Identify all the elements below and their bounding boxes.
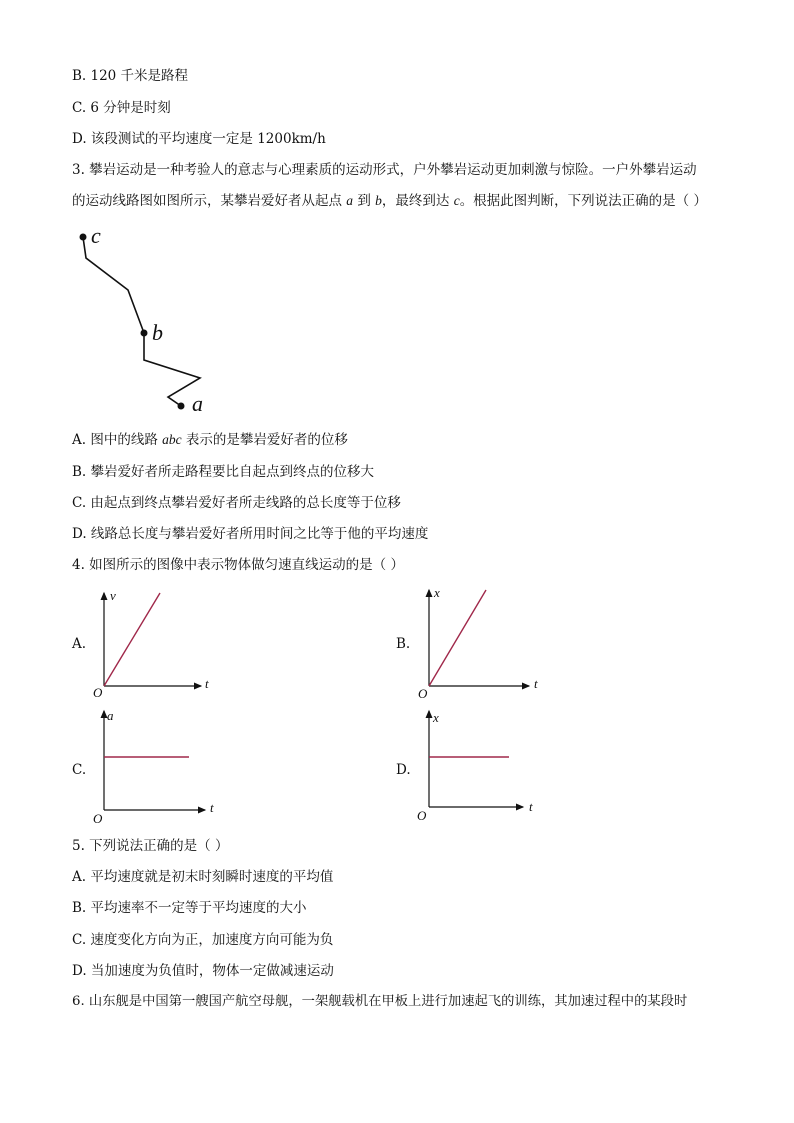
label-a: a	[192, 391, 203, 416]
q3-stem-text: 。根据此图判断，下列说法正确的是（ ）	[459, 193, 707, 209]
q3-point-c: c	[453, 193, 460, 208]
graph-d	[417, 710, 533, 823]
graph-c-x-label: t	[210, 800, 214, 815]
graph-a	[93, 588, 209, 700]
q5-stem: 5. 下列说法正确的是（ ）	[72, 838, 229, 854]
q2-option-d: D. 该段测试的平均速度一定是 1200km/h	[72, 131, 326, 147]
graph-d-origin: O	[417, 808, 427, 823]
q3-option-a-text: A. 图中的线路	[72, 432, 163, 448]
q3-stem-line1: 3. 攀岩运动是一种考验人的意志与心理素质的运动形式，户外攀岩运动更加刺激与惊险。一户外攀岩运动	[72, 162, 697, 178]
graph-a-origin: O	[93, 685, 103, 700]
q3-option-b: B. 攀岩爱好者所走路程要比自起点到终点的位移大	[72, 464, 375, 480]
graph-d-y-label: x	[433, 710, 439, 725]
q3-option-c: C. 由起点到终点攀岩爱好者所走线路的总长度等于位移	[72, 495, 401, 511]
q4-option-d-label: D.	[396, 762, 411, 778]
q3-stem-text: ，最终到达	[381, 193, 454, 209]
graph-c-y-label: a	[107, 708, 114, 723]
q6-stem: 6. 山东舰是中国第一艘国产航空母舰，一架舰载机在甲板上进行加速起飞的训练，其加速过程中的某段时	[72, 994, 688, 1009]
graph-d-x-label: t	[529, 799, 533, 814]
q5-option-c: C. 速度变化方向为正，加速度方向可能为负	[72, 932, 334, 948]
q3-point-b: b	[375, 193, 382, 208]
q5-option-d: D. 当加速度为负值时，物体一定做减速运动	[72, 963, 334, 979]
q2-option-c: C. 6 分钟是时刻	[72, 100, 171, 116]
graph-b	[418, 585, 538, 701]
q3-option-d: D. 线路总长度与攀岩爱好者所用时间之比等于他的平均速度	[72, 526, 429, 542]
label-c: c	[91, 223, 101, 248]
graph-c	[93, 708, 214, 826]
q2-option-b: B. 120 千米是路程	[72, 68, 189, 84]
graph-b-y-label: x	[434, 585, 440, 600]
graph-b-origin: O	[418, 686, 428, 701]
graph-b-line	[429, 590, 486, 686]
graph-c-origin: O	[93, 811, 103, 826]
graph-b-x-label: t	[534, 676, 538, 691]
q3-option-a-text: 表示的是攀岩爱好者的位移	[181, 432, 348, 448]
q3-stem-text: 到	[353, 193, 376, 209]
q4-stem: 4. 如图所示的图像中表示物体做匀速直线运动的是（ ）	[72, 557, 404, 573]
q4-option-c-label: C.	[72, 762, 87, 778]
q3-point-a: a	[346, 193, 354, 208]
graph-a-x-label: t	[205, 676, 209, 691]
label-b: b	[152, 320, 163, 345]
q4-option-b-label: B.	[396, 636, 411, 652]
q3-option-a-abc: abc	[162, 432, 182, 447]
graph-a-y-label: v	[110, 588, 116, 603]
q3-stem-text: 的运动线路图如图所示，某攀岩爱好者从起点	[72, 193, 347, 209]
q4-option-a-label: A.	[72, 636, 87, 652]
graph-a-line	[104, 593, 160, 686]
q5-option-b: B. 平均速率不一定等于平均速度的大小	[72, 900, 307, 916]
q5-option-a: A. 平均速度就是初末时刻瞬时速度的平均值	[72, 869, 334, 885]
